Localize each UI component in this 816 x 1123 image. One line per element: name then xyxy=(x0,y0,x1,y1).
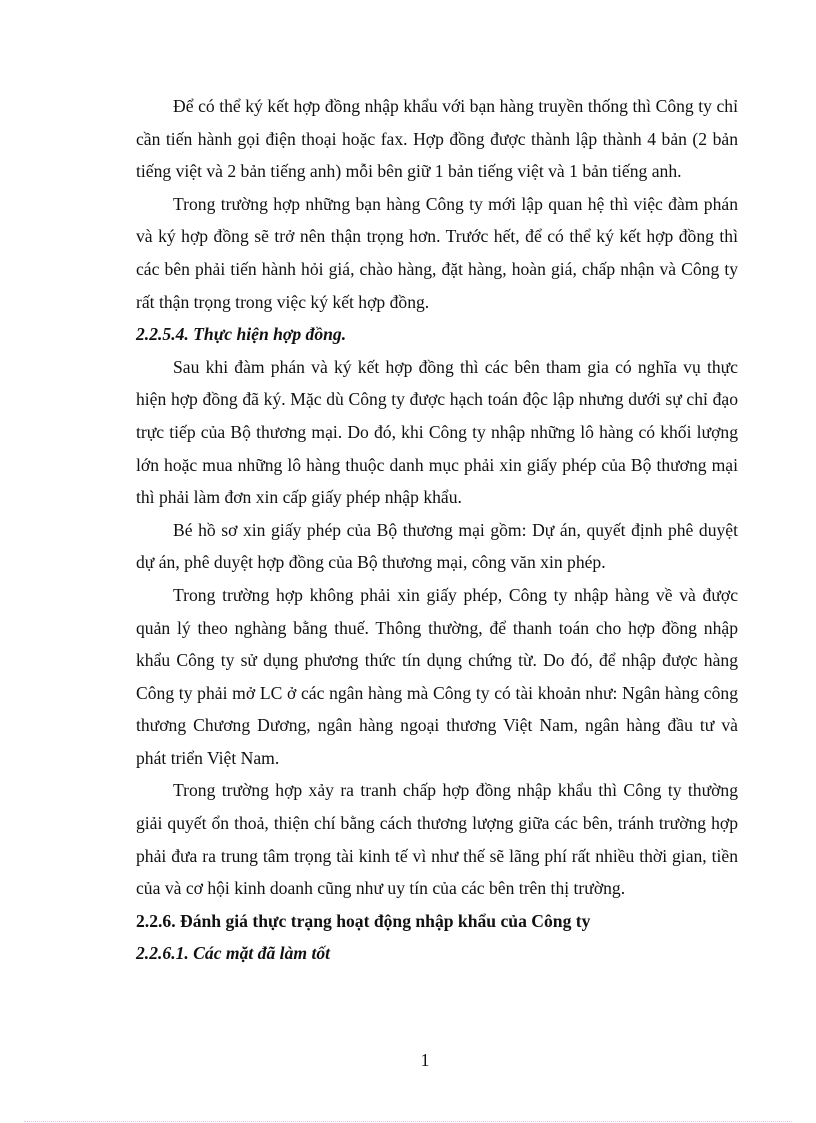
page-break-divider xyxy=(24,1121,792,1122)
section-heading-2-2-6: 2.2.6. Đánh giá thực trạng hoạt động nhập khẩu của Công ty xyxy=(136,910,591,931)
paragraph-license-dossier: Bé hồ sơ xin giấy phép của Bộ thương mại gồm: Dự án, quyết định phê duyệt dự án, phê duyệt hợp đồng của Bộ thương mại, công văn xin phép. xyxy=(136,519,738,573)
section-heading-2-2-5-4: 2.2.5.4. Thực hiện hợp đồng. xyxy=(136,324,347,345)
paragraph-new-partners: Trong trường hợp những bạn hàng Công ty mới lập quan hệ thì việc đàm phán và ký hợp đồng sẽ trở nên thận trọng hơn. Trước hết, để có thể ký kết hợp đồng thì các bên phải tiến hành hỏi giá, chào hàng, đặt hàng, hoàn giá, chấp nhận và Công ty rất thận trọng trong việc ký kết hợp đồng. xyxy=(136,193,738,312)
section-heading-2-2-6-1: 2.2.6.1. Các mặt đã làm tốt xyxy=(136,943,331,964)
paragraph-traditional-partners: Để có thể ký kết hợp đồng nhập khẩu với bạn hàng truyền thống thì Công ty chỉ cần tiến hành gọi điện thoại hoặc fax. Hợp đồng được thành lập thành 4 bản (2 bản tiếng việt và 2 bản tiếng anh) mỗi bên giữ 1 bản tiếng việt và 1 bản tiếng anh. xyxy=(136,96,738,182)
page-number: 1 xyxy=(420,1050,430,1070)
page-content xyxy=(136,90,738,970)
paragraph-contract-execution: Sau khi đàm phán và ký kết hợp đồng thì các bên tham gia có nghĩa vụ thực hiện hợp đồng đã ký. Mặc dù Công ty được hạch toán độc lập nhưng dưới sự chỉ đạo trực tiếp của Bộ thương mại. Do đó, khi Công ty nhập những lô hàng có khối lượng lớn hoặc mua những lô hàng thuộc danh mục phải xin giấy phép của Bộ thương mại thì phải làm đơn xin cấp giấy phép nhập khẩu. xyxy=(136,356,738,508)
paragraph-dispute-resolution: Trong trường hợp xảy ra tranh chấp hợp đồng nhập khẩu thì Công ty thường giải quyết ổn thoả, thiện chí bằng cách thương lượng giữa các bên, tránh trường hợp phải đưa ra trung tâm trọng tài kinh tế vì như thế sẽ lãng phí rất nhiều thời gian, tiền của và cơ hội kinh doanh cũng như uy tín của các bên trên thị trường. xyxy=(136,780,738,899)
paragraph-payment-method: Trong trường hợp không phải xin giấy phép, Công ty nhập hàng về và được quản lý theo nghàng bằng thuế. Thông thường, để thanh toán cho hợp đồng nhập khẩu Công ty sử dụng phương thức tín dụng chứng từ. Do đó, để nhập được hàng Công ty phải mở LC ở các ngân hàng mà Công ty có tài khoản như: Ngân hàng công thương Chương Dương, ngân hàng ngoại thương Việt Nam, ngân hàng đầu tư và phát triển Việt Nam. xyxy=(136,584,738,768)
